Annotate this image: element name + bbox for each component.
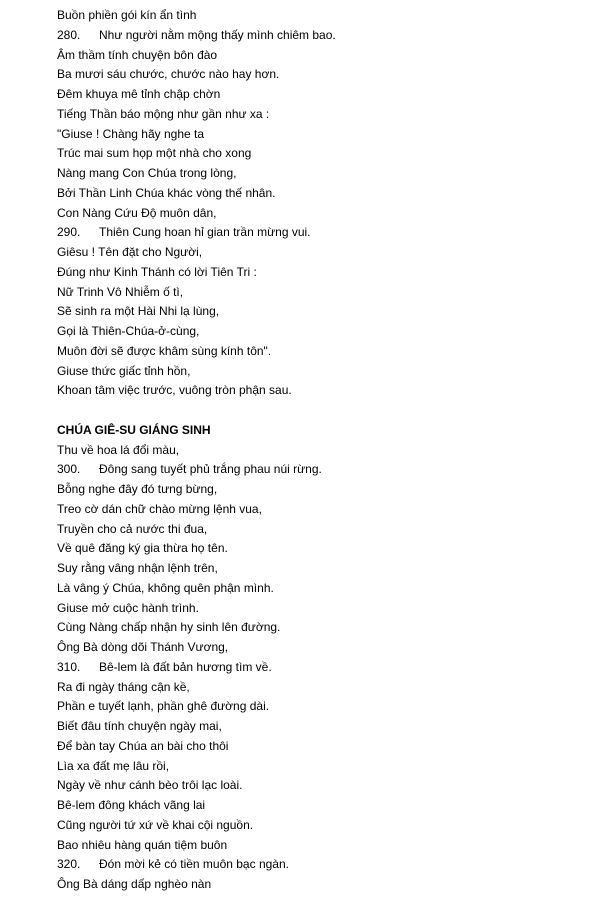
verse-text: Bê-lem là đất bản hương tìm về. <box>99 659 272 674</box>
verse-line <box>57 46 587 66</box>
verse-number: 320. <box>57 857 81 872</box>
verse-line <box>57 559 587 579</box>
verse-line <box>57 65 587 85</box>
stanza-gap <box>57 401 587 421</box>
verse-text: Bởi Thần Linh Chúa khác vòng thế nhân. <box>57 185 276 200</box>
verse-text: Là vâng ý Chúa, không quên phận mình. <box>57 580 274 595</box>
verse-text: Bao nhiêu hàng quán tiệm buôn <box>57 837 228 852</box>
verse-line <box>57 302 587 322</box>
verse-line <box>57 678 587 698</box>
verse-text: Đông sang tuyết phủ trắng phau núi rừng. <box>99 462 322 477</box>
verse-text: Lìa xa đất mẹ lâu rồi, <box>57 758 170 773</box>
poem-section-2 <box>57 441 587 895</box>
verse-line <box>57 480 587 500</box>
verse-text: Thu về hoa lá đổi màu, <box>57 442 180 457</box>
verse-text: Ông Bà dòng dõi Thánh Vương, <box>57 640 229 654</box>
verse-text: Giuse thức giấc tỉnh hồn, <box>57 363 191 378</box>
verse-text: Muôn đời sẽ được khâm sùng kính tôn". <box>57 343 272 358</box>
verse-line <box>57 144 587 164</box>
verse-line <box>57 85 587 105</box>
verse-number: 280. <box>57 27 81 42</box>
verse-line <box>57 796 587 816</box>
verse-text: Bỗng nghe đây đó tưng bừng, <box>57 482 218 496</box>
verse-text: Buồn phiền gói kín ẩn tình <box>57 8 197 22</box>
verse-line <box>57 520 587 540</box>
verse-text: Giuse mở cuộc hành trình. <box>57 600 199 615</box>
verse-line <box>57 184 587 204</box>
verse-line <box>57 836 587 856</box>
verse-line <box>57 658 587 678</box>
verse-line <box>57 816 587 836</box>
verse-text: Cùng Nàng chấp nhận hy sinh lên đường. <box>57 620 281 635</box>
verse-line <box>57 618 587 638</box>
verse-text: Biết đâu tính chuyện ngày mai, <box>57 719 222 733</box>
verse-text: Trúc mai sum họp một nhà cho xong <box>57 146 252 161</box>
verse-text: Bê-lem đông khách vãng lai <box>57 798 206 812</box>
verse-text: Về quê đăng ký gia thừa họ tên. <box>57 541 228 556</box>
verse-text: Phần e tuyết lạnh, phần ghê đường dài. <box>57 699 270 714</box>
verse-line <box>57 263 587 283</box>
verse-line <box>57 204 587 224</box>
verse-text: Đón mời kẻ có tiền muôn bạc ngàn. <box>99 857 289 872</box>
verse-line <box>57 776 587 796</box>
verse-line <box>57 638 587 658</box>
verse-line <box>57 579 587 599</box>
verse-line <box>57 855 587 875</box>
poem-section-1 <box>57 6 587 401</box>
poem-page <box>57 6 587 895</box>
verse-line <box>57 737 587 757</box>
verse-text: Âm thầm tính chuyện bôn đào <box>57 47 218 62</box>
verse-line <box>57 342 587 362</box>
verse-line <box>57 875 587 895</box>
verse-text: Truyền cho cả nước thi đua, <box>57 521 208 536</box>
verse-line <box>57 223 587 243</box>
verse-text: Đúng như Kinh Thánh có lời Tiên Tri : <box>57 264 257 279</box>
verse-text: Gọi là Thiên-Chúa-ở-cùng, <box>57 324 200 338</box>
verse-text: Nữ Trinh Vô Nhiễm ố tì, <box>57 284 184 299</box>
verse-text: Con Nàng Cứu Độ muôn dân, <box>57 205 217 220</box>
verse-line <box>57 500 587 520</box>
verse-line <box>57 757 587 777</box>
verse-text: Đêm khuya mê tỉnh chập chờn <box>57 87 221 101</box>
verse-number: 310. <box>57 659 81 674</box>
verse-text: Để bàn tay Chúa an bài cho thôi <box>57 738 229 753</box>
verse-line <box>57 717 587 737</box>
verse-line <box>57 322 587 342</box>
verse-text: Giêsu ! Tên đặt cho Người, <box>57 245 203 259</box>
verse-text: "Giuse ! Chàng hãy nghe ta <box>57 126 205 141</box>
verse-text: Ông Bà dáng dấp nghèo nàn <box>57 877 212 891</box>
verse-line <box>57 697 587 717</box>
verse-line <box>57 381 587 401</box>
verse-number: 300. <box>57 462 81 477</box>
verse-text: Khoan tâm việc trước, vuông tròn phận sau. <box>57 383 292 398</box>
verse-text: Ngày về như cánh bèo trôi lạc loài. <box>57 778 243 793</box>
verse-number: 290. <box>57 225 81 240</box>
verse-text: Sẽ sinh ra một Hài Nhi lạ lùng, <box>57 304 220 319</box>
verse-line <box>57 441 587 461</box>
verse-text: Treo cờ dán chữ chào mừng lệnh vua, <box>57 501 262 516</box>
section-heading: CHÚA GIÊ-SU GIÁNG SINH <box>57 422 211 437</box>
verse-line <box>57 6 587 26</box>
verse-line <box>57 105 587 125</box>
verse-text: Nàng mang Con Chúa trong lòng, <box>57 166 237 180</box>
verse-text: Ba mươi sáu chước, chước nào hay hơn. <box>57 67 280 82</box>
verse-text: Tiếng Thần báo mộng như gần như xa : <box>57 106 270 121</box>
verse-text: Cũng người tứ xứ về khai cội nguồn. <box>57 817 254 832</box>
verse-text: Suy rằng vâng nhận lệnh trên, <box>57 561 218 575</box>
verse-text: Như người nằm mộng thấy mình chiêm bao. <box>99 27 336 42</box>
verse-line <box>57 283 587 303</box>
verse-line <box>57 26 587 46</box>
verse-line <box>57 539 587 559</box>
verse-line <box>57 164 587 184</box>
verse-line <box>57 599 587 619</box>
verse-text: Thiên Cung hoan hỉ gian trần mừng vui. <box>99 225 311 240</box>
verse-line <box>57 460 587 480</box>
verse-line <box>57 362 587 382</box>
verse-line <box>57 125 587 145</box>
verse-text: Ra đi ngày tháng cận kề, <box>57 679 190 694</box>
verse-line <box>57 243 587 263</box>
